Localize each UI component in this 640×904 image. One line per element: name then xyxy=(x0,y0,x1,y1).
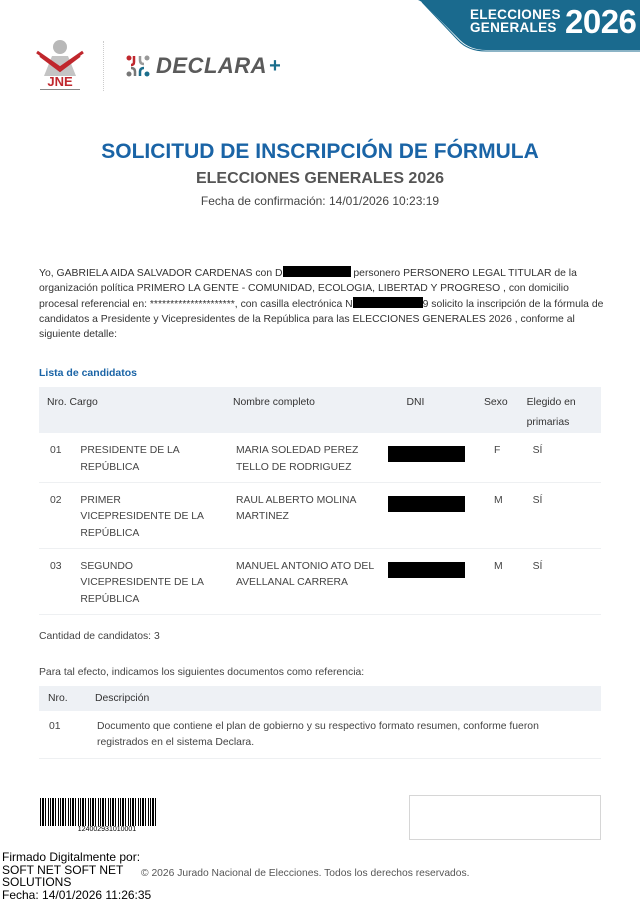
col-nombre: Nombre completo xyxy=(232,397,315,408)
table-row: 02 PRIMER VICEPRESIDENTE DE LA REPÚBLICA RAUL ALBERTO MOLINA MARTINEZ M SÍ xyxy=(39,482,601,548)
elecciones-banner xyxy=(418,0,640,52)
table-row: 03 SEGUNDO VICEPRESIDENTE DE LA REPÚBLICA MANUEL ANTONIO ATO DEL AVELLANAL CARRERA M SÍ xyxy=(39,548,601,614)
declara-wordmark: DECLARA xyxy=(156,53,268,78)
redacted-dni xyxy=(283,266,351,277)
logos xyxy=(30,36,281,96)
table-row: 01 PRESIDENTE DE LA REPÚBLICA MARIA SOLEDAD PEREZ TELLO DE RODRIGUEZ F SÍ xyxy=(39,433,601,482)
col-nro: Nro. xyxy=(48,693,68,704)
table-row: 01 Documento que contiene el plan de gobierno y su respectivo formato resumen, conforme fueron registrados en el sistema Declara. xyxy=(39,711,601,758)
redacted-dni xyxy=(388,496,465,512)
banner-line1: ELECCIONES xyxy=(470,7,561,22)
barcode-number: 124002931010001 xyxy=(77,826,137,833)
plus-icon: + xyxy=(269,54,281,77)
col-elegido: Elegido en primarias xyxy=(526,397,576,428)
col-descripcion: Descripción xyxy=(95,693,150,704)
barcode-bars xyxy=(40,798,156,826)
candidate-count: Cantidad de candidatos: 3 xyxy=(39,631,160,642)
candidates-table xyxy=(39,387,601,615)
logo-divider xyxy=(103,41,104,91)
reference-intro: Para tal efecto, indicamos los siguientes documentos como referencia: xyxy=(39,667,365,678)
banner-line2: GENERALES xyxy=(470,20,557,35)
col-nro-cargo: Nro. Cargo xyxy=(47,397,98,408)
banner-year: 2026 xyxy=(565,3,637,40)
redacted-dni xyxy=(388,446,465,462)
confirmation-date: Fecha de confirmación: 14/01/2026 10:23:19 xyxy=(200,194,440,208)
candidates-section-label: Lista de candidatos xyxy=(39,367,138,379)
footer-copyright: © 2026 Jurado Nacional de Elecciones. Todos los derechos reservados. xyxy=(141,868,470,879)
redacted-casilla xyxy=(353,297,423,308)
page-title: SOLICITUD DE INSCRIPCIÓN DE FÓRMULA xyxy=(101,140,539,163)
col-dni: DNI xyxy=(406,397,425,408)
barcode xyxy=(40,798,158,834)
col-sexo: Sexo xyxy=(483,397,508,408)
signature-box xyxy=(409,795,601,840)
declara-logo xyxy=(126,53,281,79)
page-subtitle: ELECCIONES GENERALES 2026 xyxy=(195,170,445,187)
jne-text: JNE xyxy=(47,74,73,89)
redacted-dni xyxy=(388,562,465,578)
documents-table xyxy=(39,686,601,759)
table-header-row xyxy=(39,686,601,711)
digital-signature: Firmado Digitalmente por: SOFT NET SOFT NET SOLUTIONS Fecha: 14/01/2026 11:26:35 xyxy=(2,850,152,903)
table-header-row xyxy=(39,387,601,433)
jne-logo xyxy=(30,38,90,94)
declara-icon xyxy=(126,54,150,78)
intro-paragraph: Yo, GABRIELA AIDA SALVADOR CARDENAS con D personero PERSONERO LEGAL TITULAR de la organización política PRIMERO LA GENTE - COMUNIDAD, ECOLOGIA, LIBERTAD Y PROGRESO , con domicilio procesal referencial en: *********************, con casilla electrónica N 9 solicito la inscripción de la fórmula de candidatos a Presidente y Vicepresidentes de la República para las ELECCIONES GENERALES 2026 , conforme al siguiente detalle: xyxy=(39,268,604,341)
